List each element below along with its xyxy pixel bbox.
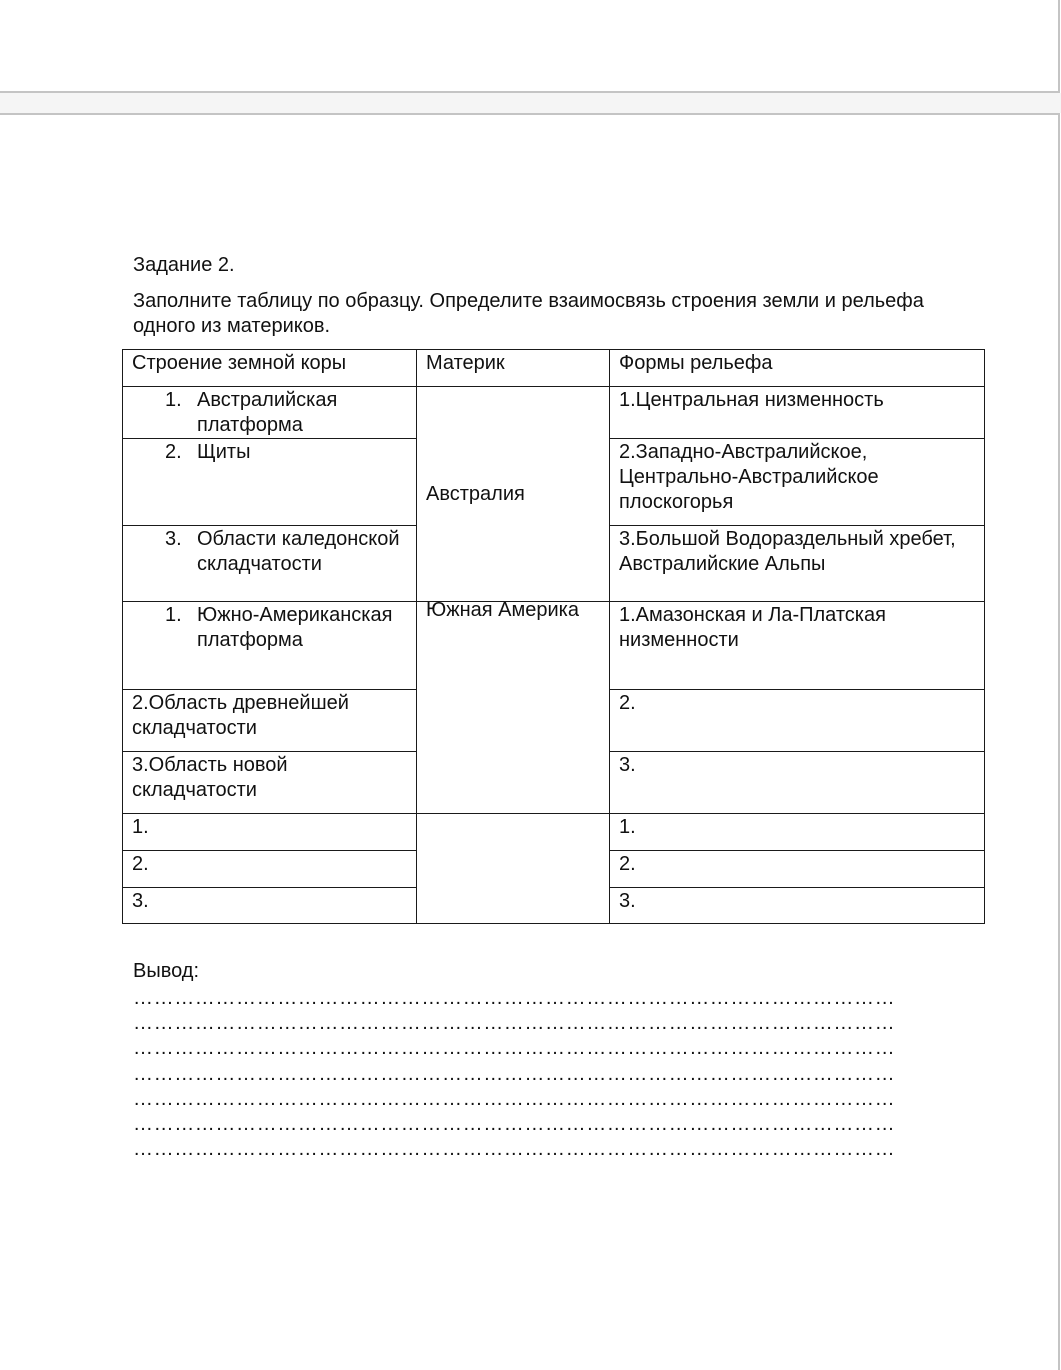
relief-cell[interactable]: 1.Амазонская и Ла-Платская низменности	[610, 602, 985, 690]
previous-page	[0, 0, 1060, 93]
relief-cell[interactable]: 1.	[610, 814, 985, 851]
table-header-row	[123, 350, 985, 387]
structure-text: Щиты	[197, 441, 251, 463]
table-row	[123, 602, 985, 690]
structure-text: Области каледонской складчатости	[197, 528, 400, 575]
structure-cell[interactable]: 1. Южно-Американская платформа	[123, 602, 417, 690]
conclusion-line[interactable]: …………………………………………………………………………………………………	[133, 1063, 896, 1085]
conclusion-label: Вывод:	[133, 960, 200, 982]
relief-cell[interactable]: 1.Центральная низменность	[610, 387, 985, 439]
conclusion-line[interactable]: …………………………………………………………………………………………………	[133, 1012, 896, 1034]
header-structure: Строение земной коры	[123, 350, 417, 387]
structure-text: Австралийская платформа	[197, 389, 338, 436]
continent-cell[interactable]	[417, 814, 610, 924]
structure-cell[interactable]: 2.Область древнейшей складчатости	[123, 690, 417, 752]
structure-cell[interactable]: 3. Области каледонской складчатости	[123, 526, 417, 602]
conclusion-line[interactable]: …………………………………………………………………………………………………	[133, 1113, 896, 1135]
conclusion-line[interactable]: …………………………………………………………………………………………………	[133, 1138, 896, 1160]
header-relief: Формы рельефа	[610, 350, 985, 387]
structure-cell[interactable]: 2.	[123, 851, 417, 888]
structure-cell[interactable]: 3.Область новой складчатости	[123, 752, 417, 814]
structure-text: Южно-Американская платформа	[197, 604, 393, 651]
conclusion-line[interactable]: …………………………………………………………………………………………………	[133, 1037, 896, 1059]
conclusion-line[interactable]: …………………………………………………………………………………………………	[133, 1088, 896, 1110]
relief-cell[interactable]: 3.Большой Водораздельный хребет, Австралийские Альпы	[610, 526, 985, 602]
task-instruction: Заполните таблицу по образцу. Определите взаимосвязь строения земли и рельефа одного из материков.	[133, 290, 924, 337]
conclusion-line[interactable]: …………………………………………………………………………………………………	[133, 987, 896, 1009]
relief-cell[interactable]: 3.	[610, 888, 985, 924]
header-continent: Материк	[417, 350, 610, 387]
page-gap	[0, 93, 1061, 113]
structure-cell[interactable]: 3.	[123, 888, 417, 924]
relief-cell[interactable]: 3.	[610, 752, 985, 814]
relief-cell[interactable]: 2.	[610, 851, 985, 888]
table-row	[123, 814, 985, 851]
continent-cell: Австралия	[417, 387, 610, 602]
relief-cell[interactable]: 2.Западно-Австралийское, Центрально-Австралийское плоскогорья	[610, 439, 985, 526]
relief-cell[interactable]: 2.	[610, 690, 985, 752]
structure-cell[interactable]: 1. Австралийская платформа	[123, 387, 417, 439]
continent-cell: Южная Америка	[417, 602, 610, 814]
task-title: Задание 2.	[133, 254, 235, 276]
relief-table	[122, 349, 985, 924]
structure-cell[interactable]: 2. Щиты	[123, 439, 417, 526]
table-row	[123, 387, 985, 439]
structure-cell[interactable]: 1.	[123, 814, 417, 851]
